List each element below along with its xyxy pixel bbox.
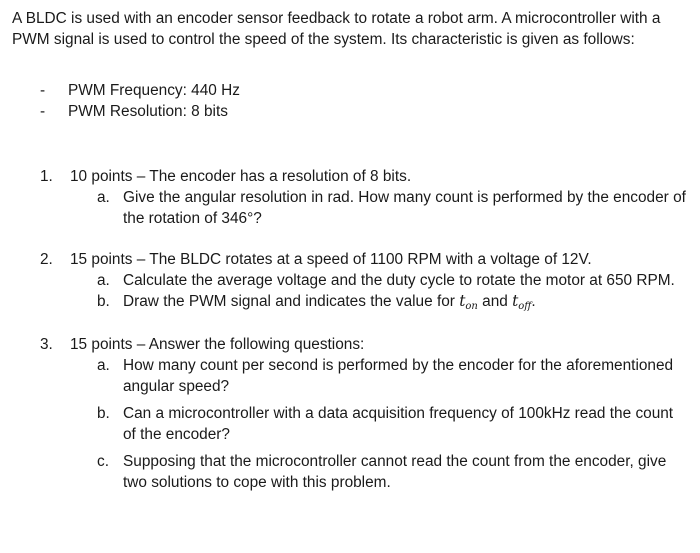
question-1a <box>40 187 690 229</box>
question-3 <box>40 334 690 493</box>
sub-letter: a. <box>97 272 110 289</box>
question-3a <box>40 355 690 397</box>
question-number: 3. <box>40 336 53 353</box>
sub-letter: b. <box>97 293 110 310</box>
t-on-symbol: $t_{on}$ <box>459 292 478 312</box>
question-1 <box>40 166 690 229</box>
sub-text: Supposing that the microcontroller cannot read the count from the encoder, give two solutions to cope with this problem. <box>123 453 667 491</box>
question-text: 15 points – The BLDC rotates at a speed of 1100 RPM with a voltage of 12V. <box>70 251 592 268</box>
sub-text: Give the angular resolution in rad. How many count is performed by the encoder of the rotation of 346°? <box>123 189 686 227</box>
question-3c <box>40 451 690 493</box>
question-2b <box>40 291 690 317</box>
question-number: 2. <box>40 251 53 268</box>
bullet-dash: - <box>40 82 46 99</box>
sub-text: How many count per second is performed by the encoder for the aforementioned angular speed? <box>123 357 674 395</box>
sub-text <box>123 291 690 317</box>
sub-text: Calculate the average voltage and the duty cycle to rotate the motor at 650 RPM. <box>123 272 675 289</box>
spec-item <box>40 101 240 122</box>
question-2-header <box>40 249 690 270</box>
question-3b <box>40 403 690 445</box>
spec-pwm-frequency: PWM Frequency: 440 Hz <box>68 82 240 99</box>
question-2 <box>40 249 690 317</box>
bullet-dash: - <box>40 103 46 120</box>
sub-text-before: Draw the PWM signal and indicates the value for <box>123 293 460 310</box>
question-text: 10 points – The encoder has a resolution of 8 bits. <box>70 168 412 185</box>
sub-text-after: . <box>531 293 536 310</box>
sub-letter: a. <box>97 357 110 374</box>
sub-text: Can a microcontroller with a data acquisition frequency of 100kHz read the count of the encoder? <box>123 405 674 443</box>
sub-text-middle: and <box>477 293 513 310</box>
sub-letter: c. <box>97 453 109 470</box>
question-2a <box>40 270 690 291</box>
spec-item <box>40 80 240 101</box>
sub-letter: b. <box>97 405 110 422</box>
intro-paragraph: A BLDC is used with an encoder sensor feedback to rotate a robot arm. A microcontroller with a PWM signal is used to control the speed of the system. Its characteristic is given as follows: <box>12 10 661 48</box>
question-3-header <box>40 334 690 355</box>
spec-list <box>40 80 240 122</box>
spec-pwm-resolution: PWM Resolution: 8 bits <box>68 103 228 120</box>
question-text: 15 points – Answer the following questions: <box>70 336 365 353</box>
question-1-header <box>40 166 690 187</box>
sub-letter: a. <box>97 189 110 206</box>
question-number: 1. <box>40 168 53 185</box>
t-off-symbol: $t_{off}$ <box>512 292 532 312</box>
